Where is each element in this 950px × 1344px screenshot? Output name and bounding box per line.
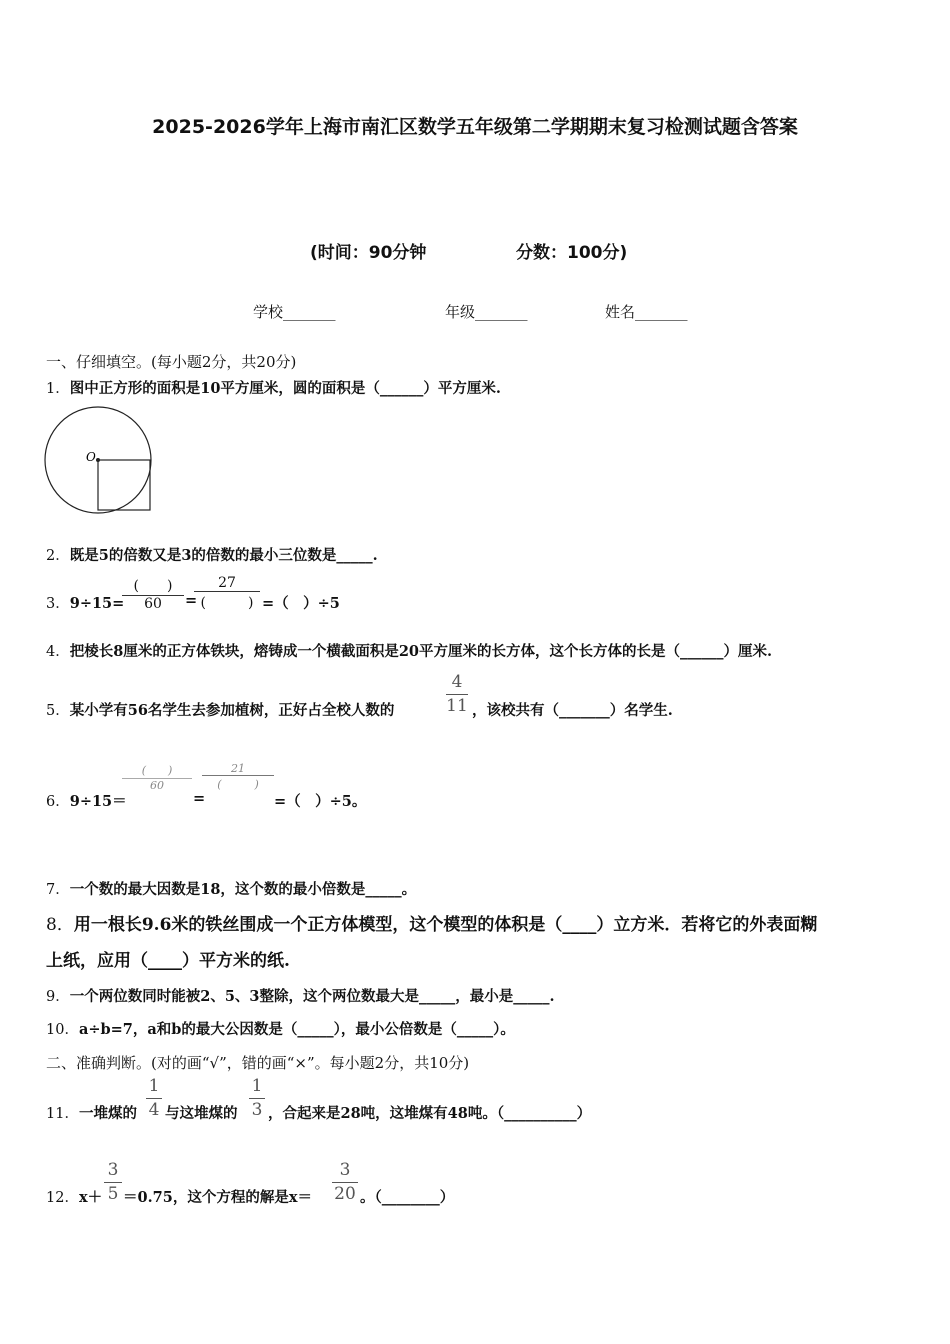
exam-time: (时间：90分钟: [310, 243, 427, 263]
center-point: [96, 458, 100, 462]
question-8-line-2: 上纸，应用（____）平方米的纸.: [46, 951, 290, 971]
question-1: [46, 377, 501, 398]
q6-fraction-1: ( ) 60: [122, 762, 192, 792]
exam-score: 分数：100分): [516, 243, 628, 263]
page-title: 2025-2026学年上海市南汇区数学五年级第二学期期末复习检测试题含答案: [152, 116, 798, 138]
question-3: 3．9÷15=: [46, 595, 125, 612]
question-6: 6．9÷15＝: [46, 793, 127, 810]
q12-fraction-1: 3 5: [104, 1162, 122, 1203]
q11-fraction-2: 1 3: [249, 1078, 265, 1119]
question-7: 7．一个数的最大因数是18，这个数的最小倍数是_____。: [46, 881, 417, 898]
question-9: 9．一个两位数同时能被2、5、3整除，这个两位数最大是_____，最小是_____.: [46, 988, 555, 1005]
q6-fraction-2: 21 ( ): [202, 762, 274, 792]
school-field: 学校_______: [253, 303, 336, 321]
question-8: 8．用一根长9.6米的铁丝围成一个正方体模型，这个模型的体积是（____）立方米．若将它的外表面糊: [46, 915, 818, 935]
question-4: 4．把棱长8厘米的正方体铁块，熔铸成一个横截面积是20平方厘米的长方体，这个长方体的长是（______）厘米.: [46, 643, 773, 660]
question-number: 1．: [46, 381, 70, 397]
q3-fraction-2: 27 ( ): [194, 575, 260, 612]
center-label: O: [86, 450, 96, 464]
name-field: 姓名_______: [605, 303, 688, 321]
question-2: 2．既是5的倍数又是3的倍数的最小三位数是_____.: [46, 547, 378, 564]
question-12: 12．x＋: [46, 1189, 103, 1206]
q12-fraction-2: 3 20: [332, 1162, 358, 1203]
section-heading-2: 二、准确判断。(对的画“√”，错的画“×”。每小题2分，共10分): [46, 1054, 470, 1072]
question-text: 图中正方形的面积是10平方厘米，圆的面积是（______）平方厘米.: [69, 380, 501, 397]
question-5: 5．某小学有56名学生去参加植树，正好占全校人数的: [46, 702, 395, 719]
circle-square-figure: [42, 405, 157, 517]
q3-fraction-1: ( ) 60: [122, 575, 184, 612]
section-heading-1: 一、仔细填空。(每小题2分，共20分): [46, 353, 297, 371]
grade-field: 年级_______: [445, 303, 528, 321]
square-shape: [98, 460, 150, 510]
question-11: 11．一堆煤的: [46, 1105, 137, 1122]
question-10: 10．a÷b=7，a和b的最大公因数是（_____），最小公倍数是（_____）。: [46, 1021, 515, 1038]
q5-fraction: 4 11: [446, 672, 468, 716]
q11-fraction-1: 1 4: [146, 1078, 162, 1119]
